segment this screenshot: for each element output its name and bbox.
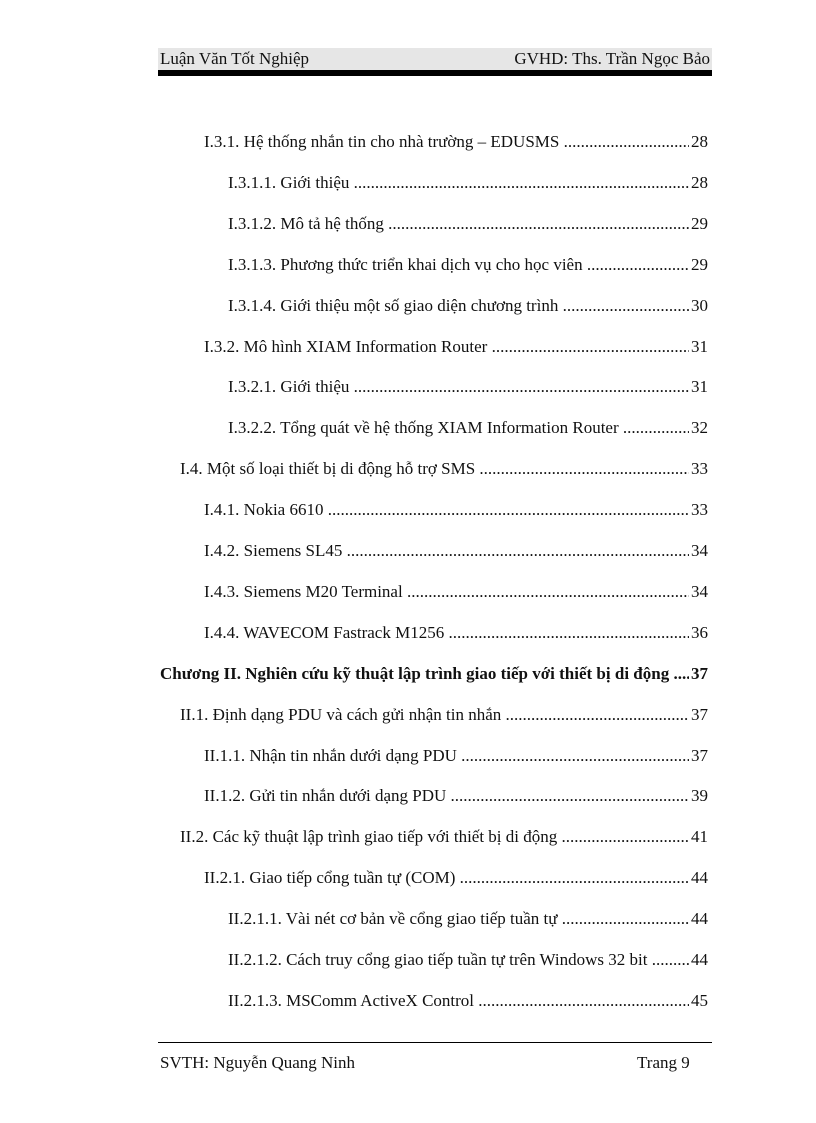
toc-page-number: 37 xyxy=(689,662,708,686)
toc-page-number: 31 xyxy=(689,335,708,359)
toc-title: I.3.1.1. Giới thiệu ..... xyxy=(228,171,689,195)
toc-page-number: 33 xyxy=(689,457,708,481)
toc-page-number: 34 xyxy=(689,580,708,604)
toc-page-number: 44 xyxy=(689,907,708,931)
toc-page-number: 34 xyxy=(689,539,708,563)
toc-title: II.2.1.2. Cách truy cổng giao tiếp tuần tự trên Windows 32 bit ..... xyxy=(228,948,689,972)
toc-entry xyxy=(180,457,708,481)
toc-page-number: 44 xyxy=(689,866,708,890)
header-advisor: GVHD: Ths. Trần Ngọc Bảo xyxy=(514,49,710,68)
toc-page-number: 33 xyxy=(689,498,708,522)
toc-entry xyxy=(180,703,708,727)
toc-entry xyxy=(204,130,708,154)
toc-title: II.1. Định dạng PDU và cách gửi nhận tin nhắn ..... xyxy=(180,703,689,727)
page-header xyxy=(158,48,712,70)
toc-title: I.4.3. Siemens M20 Terminal ..... xyxy=(204,580,689,604)
toc-page-number: 45 xyxy=(689,989,708,1013)
toc-page-number: 41 xyxy=(689,825,708,849)
toc-entry xyxy=(228,948,708,972)
toc-entry xyxy=(228,375,708,399)
footer-rule xyxy=(158,1042,712,1043)
toc-entry xyxy=(228,171,708,195)
toc-title: I.4.4. WAVECOM Fastrack M1256 ..... xyxy=(204,621,689,645)
toc-entry xyxy=(204,621,708,645)
toc-entry xyxy=(204,784,708,808)
toc-page-number: 44 xyxy=(689,948,708,972)
toc-title: II.2. Các kỹ thuật lập trình giao tiếp với thiết bị di động ..... xyxy=(180,825,689,849)
toc-title: II.2.1.1. Vài nét cơ bản về cổng giao tiếp tuần tự ..... xyxy=(228,907,689,931)
toc-entry xyxy=(228,253,708,277)
toc-page-number: 29 xyxy=(689,253,708,277)
toc-title: I.3.2.2. Tổng quát về hệ thống XIAM Information Router ..... xyxy=(228,416,689,440)
toc-page-number: 37 xyxy=(689,703,708,727)
toc-entry xyxy=(228,989,708,1013)
toc-page-number: 31 xyxy=(689,375,708,399)
toc-title: I.4.1. Nokia 6610 ..... xyxy=(204,498,689,522)
toc-title: II.2.1. Giao tiếp cổng tuần tự (COM) ..... xyxy=(204,866,689,890)
toc-page-number: 39 xyxy=(689,784,708,808)
toc-title: Chương II. Nghiên cứu kỹ thuật lập trình giao tiếp với thiết bị di động ..... xyxy=(160,662,689,686)
toc-entry xyxy=(204,539,708,563)
toc-title: I.3.2.1. Giới thiệu ..... xyxy=(228,375,689,399)
header-thesis-title: Luận Văn Tốt Nghiệp xyxy=(160,49,310,68)
toc-title: II.2.1.3. MSComm ActiveX Control ..... xyxy=(228,989,689,1013)
toc-page-number: 32 xyxy=(689,416,708,440)
toc-title: II.1.2. Gửi tin nhắn dưới dạng PDU ..... xyxy=(204,784,689,808)
header-rule xyxy=(158,70,712,76)
toc-page-number: 29 xyxy=(689,212,708,236)
toc-page-number: 37 xyxy=(689,744,708,768)
footer-student: SVTH: Nguyễn Quang Ninh xyxy=(160,1053,356,1072)
toc-title: I.3.1. Hệ thống nhắn tin cho nhà trường – EDUSMS ..... xyxy=(204,130,689,154)
toc-entry xyxy=(228,416,708,440)
toc-entry xyxy=(204,866,708,890)
toc-title: I.4. Một số loại thiết bị di động hỗ trợ SMS ..... xyxy=(180,457,689,481)
toc-page-number: 36 xyxy=(689,621,708,645)
footer-page-number: Trang 9 xyxy=(637,1053,690,1072)
toc-title: I.3.1.2. Mô tả hệ thống ..... xyxy=(228,212,689,236)
toc-entry xyxy=(204,744,708,768)
toc-title: I.4.2. Siemens SL45 ..... xyxy=(204,539,689,563)
toc-page-number: 28 xyxy=(689,130,708,154)
toc-entry xyxy=(204,335,708,359)
toc-title: I.3.1.3. Phương thức triển khai dịch vụ cho học viên ..... xyxy=(228,253,689,277)
toc-page-number: 30 xyxy=(689,294,708,318)
toc-entry xyxy=(160,662,708,686)
toc-title: II.1.1. Nhận tin nhắn dưới dạng PDU ..... xyxy=(204,744,689,768)
toc-entry xyxy=(228,212,708,236)
toc-entry xyxy=(204,498,708,522)
toc-entry xyxy=(228,907,708,931)
toc-entry xyxy=(180,825,708,849)
toc-page-number: 28 xyxy=(689,171,708,195)
toc-entry xyxy=(228,294,708,318)
toc-title: I.3.1.4. Giới thiệu một số giao diện chương trình ..... xyxy=(228,294,689,318)
toc-title: I.3.2. Mô hình XIAM Information Router ..... xyxy=(204,335,689,359)
toc-entry xyxy=(204,580,708,604)
